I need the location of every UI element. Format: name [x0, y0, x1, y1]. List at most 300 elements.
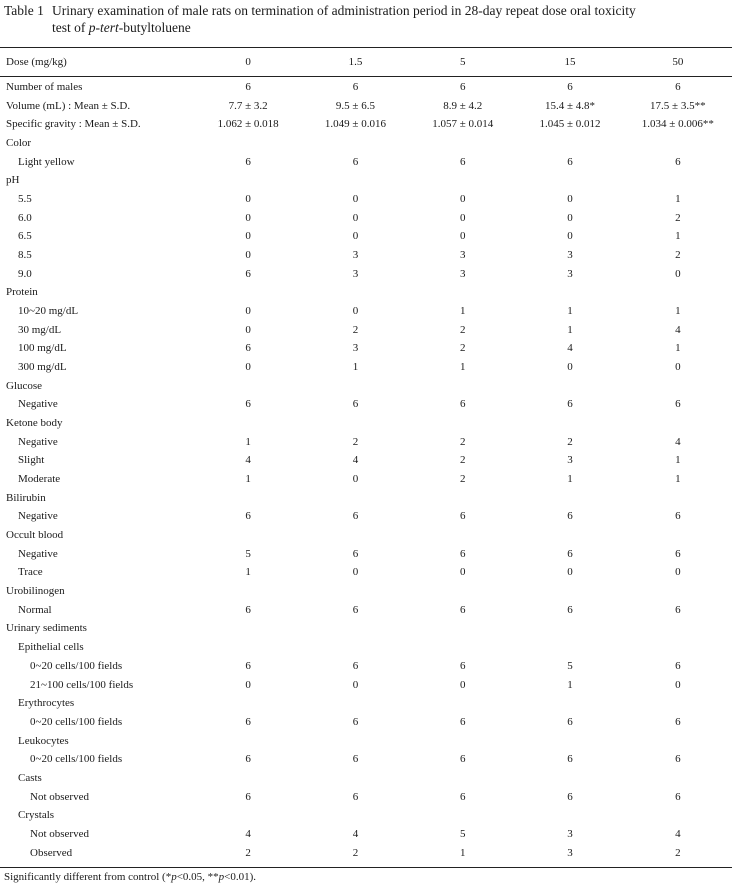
- cell-dose-3: 5: [567, 659, 573, 672]
- cell-dose-2: 0: [459, 211, 466, 224]
- cell-dose-2: 8.9 ± 4.2: [443, 99, 483, 112]
- cell-dose-4: 6: [675, 510, 681, 523]
- table-row: [0, 545, 732, 564]
- cell-dose-4: 1: [675, 454, 681, 467]
- table-row: [0, 844, 732, 863]
- cell-dose-0: [195, 283, 302, 302]
- cell-dose-3: [516, 283, 623, 302]
- cell-dose-0: [195, 414, 302, 433]
- cell-dose-0: 1: [245, 473, 251, 486]
- cell-dose-4: 0: [675, 566, 681, 579]
- table-row: [0, 601, 732, 620]
- row-label: 6.5: [18, 230, 32, 243]
- cell-dose-3: 6: [567, 398, 573, 411]
- cell-dose-2: [409, 526, 516, 545]
- cell-dose-2: [409, 283, 516, 302]
- cell-dose-2: 6: [459, 603, 466, 616]
- cell-dose-2: 0: [459, 566, 466, 579]
- table-row: [0, 227, 732, 246]
- cell-dose-1: [302, 171, 409, 190]
- cell-dose-1: 6: [352, 753, 359, 766]
- cell-dose-0: 0: [245, 230, 251, 243]
- cell-dose-4: 1: [675, 230, 681, 243]
- cell-dose-3: 15.4 ± 4.8*: [544, 99, 596, 112]
- cell-dose-4: 6: [675, 155, 681, 168]
- cell-dose-0: 0: [245, 211, 251, 224]
- table-row: [0, 526, 732, 545]
- cell-dose-1: [302, 582, 409, 601]
- cell-dose-0: 2: [245, 846, 251, 859]
- caption-text: Urinary examination of male rats on termination of administration period in 28-day repeat dose oral toxicity: [52, 3, 636, 18]
- row-label: Occult blood: [6, 529, 64, 542]
- cell-dose-2: [409, 732, 516, 751]
- row-label: Moderate: [18, 473, 61, 486]
- dose-header-4: 50: [672, 56, 684, 68]
- table-row: [0, 321, 732, 340]
- cell-dose-3: 4: [567, 342, 573, 355]
- cell-dose-4: 1.034 ± 0.006**: [641, 118, 714, 131]
- cell-dose-0: [195, 171, 302, 190]
- cell-dose-4: 2: [675, 249, 681, 262]
- cell-dose-2: [409, 134, 516, 153]
- cell-dose-3: [516, 619, 623, 638]
- cell-dose-4: [624, 769, 732, 788]
- cell-dose-4: 6: [675, 81, 681, 93]
- top-rule: [0, 47, 732, 48]
- cell-dose-2: 6: [459, 81, 466, 93]
- table-row: [0, 563, 732, 582]
- cell-dose-4: [624, 732, 732, 751]
- table-row: [0, 153, 732, 172]
- cell-dose-3: 6: [567, 81, 573, 93]
- cell-dose-4: 0: [675, 361, 681, 374]
- row-label: 9.0: [18, 267, 32, 280]
- cell-dose-1: [302, 134, 409, 153]
- cell-dose-1: [302, 526, 409, 545]
- table-row: [0, 433, 732, 452]
- table-row: [0, 489, 732, 508]
- row-label: Number of males: [6, 81, 83, 93]
- cell-dose-1: 6: [352, 547, 359, 560]
- cell-dose-3: 3: [567, 267, 573, 280]
- cell-dose-4: [624, 638, 732, 657]
- table-row: [0, 788, 732, 807]
- cell-dose-4: [624, 526, 732, 545]
- table-row: [0, 750, 732, 769]
- cell-dose-3: 1: [567, 323, 573, 336]
- cell-dose-0: 4: [245, 454, 251, 467]
- cell-dose-0: [195, 769, 302, 788]
- table-row: [0, 97, 732, 116]
- cell-dose-0: [195, 619, 302, 638]
- cell-dose-1: 0: [352, 678, 359, 691]
- row-label: Protein: [6, 286, 38, 299]
- row-label: Slight: [18, 454, 45, 467]
- cell-dose-1: [302, 283, 409, 302]
- cell-dose-0: [195, 134, 302, 153]
- row-label: Color: [6, 137, 32, 150]
- table-row: [0, 190, 732, 209]
- cell-dose-0: 1: [245, 435, 251, 448]
- cell-dose-2: 0: [459, 678, 466, 691]
- cell-dose-2: 6: [459, 510, 466, 523]
- row-label: 10~20 mg/dL: [18, 305, 79, 318]
- cell-dose-3: [516, 377, 623, 396]
- footnote-prefix: Significantly different from control (*: [4, 871, 172, 883]
- cell-dose-4: [624, 619, 732, 638]
- table-row: [0, 414, 732, 433]
- cell-dose-3: [516, 769, 623, 788]
- cell-dose-3: 0: [567, 230, 573, 243]
- cell-dose-3: 6: [567, 753, 573, 766]
- cell-dose-2: 1: [459, 846, 466, 859]
- cell-dose-3: 3: [567, 827, 573, 840]
- cell-dose-3: 3: [567, 249, 573, 262]
- cell-dose-4: 0: [675, 678, 681, 691]
- dose-header-1: 1.5: [348, 56, 363, 68]
- table-caption: [4, 2, 728, 36]
- cell-dose-1: 2: [352, 323, 359, 336]
- cell-dose-4: 6: [675, 659, 681, 672]
- row-label: 0~20 cells/100 fields: [30, 659, 123, 672]
- cell-dose-1: [302, 489, 409, 508]
- cell-dose-4: [624, 283, 732, 302]
- caption-line-2: [4, 19, 728, 36]
- cell-dose-1: 6: [352, 155, 359, 168]
- header-row: [0, 52, 732, 72]
- cell-dose-0: 6: [245, 790, 251, 803]
- row-label: 0~20 cells/100 fields: [30, 753, 123, 766]
- cell-dose-4: [624, 134, 732, 153]
- cell-dose-1: 2: [352, 846, 359, 859]
- cell-dose-1: 6: [352, 510, 359, 523]
- cell-dose-0: 6: [245, 603, 251, 616]
- cell-dose-1: [302, 377, 409, 396]
- table-row: [0, 694, 732, 713]
- cell-dose-1: 6: [352, 398, 359, 411]
- dose-header-0: 0: [245, 56, 251, 68]
- cell-dose-1: 6: [352, 603, 359, 616]
- cell-dose-1: 4: [352, 454, 359, 467]
- cell-dose-0: 0: [245, 193, 251, 206]
- cell-dose-0: [195, 732, 302, 751]
- cell-dose-3: 0: [567, 566, 573, 579]
- cell-dose-0: 4: [245, 827, 251, 840]
- cell-dose-4: 6: [675, 547, 681, 560]
- row-label: Negative: [18, 398, 58, 411]
- row-label: pH: [6, 174, 20, 187]
- cell-dose-3: 2: [567, 435, 573, 448]
- row-label: Observed: [30, 846, 73, 859]
- cell-dose-0: [195, 489, 302, 508]
- cell-dose-2: [409, 489, 516, 508]
- cell-dose-0: [195, 582, 302, 601]
- cell-dose-3: 3: [567, 846, 573, 859]
- cell-dose-4: 6: [675, 715, 681, 728]
- cell-dose-3: 1: [567, 473, 573, 486]
- cell-dose-1: 3: [352, 342, 359, 355]
- cell-dose-2: [409, 171, 516, 190]
- cell-dose-4: 4: [675, 435, 681, 448]
- cell-dose-1: 0: [352, 473, 359, 486]
- cell-dose-0: 6: [245, 510, 251, 523]
- cell-dose-0: [195, 526, 302, 545]
- cell-dose-2: 1: [459, 361, 466, 374]
- cell-dose-4: 1: [675, 193, 681, 206]
- row-label: Negative: [18, 510, 58, 523]
- cell-dose-4: 6: [675, 398, 681, 411]
- cell-dose-1: 0: [352, 305, 359, 318]
- cell-dose-3: 6: [567, 547, 573, 560]
- table-row: [0, 470, 732, 489]
- cell-dose-0: 0: [245, 678, 251, 691]
- cell-dose-2: [409, 694, 516, 713]
- cell-dose-1: 3: [352, 267, 359, 280]
- cell-dose-3: 0: [567, 193, 573, 206]
- table-row: [0, 209, 732, 228]
- cell-dose-4: 4: [675, 827, 681, 840]
- cell-dose-4: 1: [675, 342, 681, 355]
- row-label: 100 mg/dL: [18, 342, 67, 355]
- cell-dose-2: 2: [459, 473, 466, 486]
- row-label: Leukocytes: [18, 734, 69, 747]
- bottom-rule: [0, 867, 732, 868]
- cell-dose-1: [302, 414, 409, 433]
- cell-dose-4: 4: [675, 323, 681, 336]
- cell-dose-1: [302, 769, 409, 788]
- cell-dose-0: 1: [245, 566, 251, 579]
- cell-dose-4: [624, 489, 732, 508]
- cell-dose-4: 6: [675, 790, 681, 803]
- table-row: [0, 265, 732, 284]
- cell-dose-4: 2: [675, 211, 681, 224]
- cell-dose-1: 0: [352, 566, 359, 579]
- cell-dose-4: 1: [675, 305, 681, 318]
- row-label: Bilirubin: [6, 491, 46, 504]
- cell-dose-0: 0: [245, 249, 251, 262]
- cell-dose-4: 6: [675, 753, 681, 766]
- cell-dose-3: [516, 489, 623, 508]
- row-label: Normal: [18, 603, 52, 616]
- cell-dose-3: [516, 582, 623, 601]
- cell-dose-1: 0: [352, 211, 359, 224]
- cell-dose-2: 6: [459, 659, 466, 672]
- cell-dose-4: 17.5 ± 3.5**: [650, 99, 706, 112]
- row-label: 30 mg/dL: [18, 323, 62, 336]
- table-row: [0, 582, 732, 601]
- table-row: [0, 283, 732, 302]
- footnote-p2: p: [218, 871, 225, 883]
- cell-dose-2: 6: [459, 715, 466, 728]
- cell-dose-2: [409, 414, 516, 433]
- cell-dose-0: 0: [245, 361, 251, 374]
- footnote: [4, 869, 256, 885]
- footnote-p1: p: [171, 871, 177, 883]
- cell-dose-2: 6: [459, 547, 466, 560]
- cell-dose-4: [624, 582, 732, 601]
- cell-dose-2: 6: [459, 753, 466, 766]
- cell-dose-0: 6: [245, 659, 251, 672]
- cell-dose-3: 0: [567, 361, 573, 374]
- row-label: Negative: [18, 435, 58, 448]
- cell-dose-3: [516, 526, 623, 545]
- table-row: [0, 732, 732, 751]
- cell-dose-2: 6: [459, 790, 466, 803]
- cell-dose-0: 7.7 ± 3.2: [228, 99, 268, 112]
- caption-line-1: [4, 2, 728, 19]
- cell-dose-4: 2: [675, 846, 681, 859]
- dose-header-2: 5: [459, 56, 466, 68]
- row-label: 21~100 cells/100 fields: [30, 678, 134, 691]
- cell-dose-3: [516, 694, 623, 713]
- cell-dose-1: 1: [352, 361, 359, 374]
- row-label: Crystals: [18, 809, 55, 822]
- cell-dose-0: 0: [245, 323, 251, 336]
- table-row: [0, 657, 732, 676]
- cell-dose-2: [409, 582, 516, 601]
- cell-dose-3: 3: [567, 454, 573, 467]
- cell-dose-2: [409, 638, 516, 657]
- cell-dose-0: [195, 694, 302, 713]
- cell-dose-4: [624, 377, 732, 396]
- cell-dose-4: [624, 414, 732, 433]
- caption-text-continued: test of: [52, 20, 89, 35]
- cell-dose-3: 6: [567, 510, 573, 523]
- table-row: [0, 246, 732, 265]
- cell-dose-3: 0: [567, 211, 573, 224]
- cell-dose-3: 6: [567, 715, 573, 728]
- table-row: [0, 134, 732, 153]
- caption-text-end: -butyltoluene: [118, 20, 191, 35]
- row-label: Specific gravity : Mean ± S.D.: [6, 118, 141, 131]
- table-row: [0, 358, 732, 377]
- urinary-examination-table: [0, 52, 732, 862]
- cell-dose-2: [409, 806, 516, 825]
- cell-dose-3: 6: [567, 155, 573, 168]
- cell-dose-2: 3: [459, 267, 466, 280]
- row-label: 8.5: [18, 249, 32, 262]
- cell-dose-1: 6: [352, 790, 359, 803]
- cell-dose-3: 6: [567, 790, 573, 803]
- row-label: Glucose: [6, 379, 43, 392]
- table-row: [0, 713, 732, 732]
- row-label: Volume (mL) : Mean ± S.D.: [6, 99, 131, 112]
- row-label: Casts: [18, 771, 42, 784]
- table-row: [0, 507, 732, 526]
- cell-dose-2: [409, 619, 516, 638]
- cell-dose-3: [516, 134, 623, 153]
- table-row: [0, 619, 732, 638]
- cell-dose-1: [302, 619, 409, 638]
- cell-dose-1: 6: [352, 81, 359, 93]
- cell-dose-1: 0: [352, 230, 359, 243]
- cell-dose-0: 5: [245, 547, 251, 560]
- row-label: Negative: [18, 547, 58, 560]
- cell-dose-2: 6: [459, 155, 466, 168]
- cell-dose-0: 1.062 ± 0.018: [217, 118, 279, 131]
- cell-dose-2: [409, 377, 516, 396]
- table-row: [0, 395, 732, 414]
- cell-dose-2: 2: [459, 454, 466, 467]
- cell-dose-2: 2: [459, 323, 466, 336]
- cell-dose-2: [409, 769, 516, 788]
- cell-dose-4: [624, 806, 732, 825]
- row-label: 300 mg/dL: [18, 361, 67, 374]
- row-label: Light yellow: [18, 155, 75, 168]
- cell-dose-3: [516, 171, 623, 190]
- row-label: Epithelial cells: [18, 641, 84, 654]
- table-row: [0, 676, 732, 695]
- cell-dose-1: [302, 694, 409, 713]
- table-row: [0, 825, 732, 844]
- cell-dose-3: [516, 806, 623, 825]
- cell-dose-0: [195, 377, 302, 396]
- cell-dose-3: [516, 638, 623, 657]
- cell-dose-2: 0: [459, 230, 466, 243]
- cell-dose-1: 9.5 ± 6.5: [335, 99, 375, 112]
- row-label: Urinary sediments: [6, 622, 87, 635]
- dose-header-label: Dose (mg/kg): [6, 56, 67, 68]
- row-label: Erythrocytes: [18, 697, 75, 710]
- cell-dose-1: 6: [352, 659, 359, 672]
- cell-dose-3: 1: [567, 678, 573, 691]
- row-label: 6.0: [18, 211, 32, 224]
- cell-dose-3: 6: [567, 603, 573, 616]
- cell-dose-2: 1.057 ± 0.014: [432, 118, 494, 131]
- table-row: [0, 451, 732, 470]
- cell-dose-1: [302, 732, 409, 751]
- row-label: Trace: [18, 566, 43, 579]
- cell-dose-0: 6: [245, 715, 251, 728]
- row-label: Not observed: [30, 790, 89, 803]
- table-row: [0, 171, 732, 190]
- cell-dose-2: 3: [459, 249, 466, 262]
- table-row: [0, 806, 732, 825]
- cell-dose-1: 3: [352, 249, 359, 262]
- cell-dose-0: [195, 638, 302, 657]
- row-label: 5.5: [18, 193, 32, 206]
- cell-dose-3: [516, 732, 623, 751]
- cell-dose-4: [624, 694, 732, 713]
- table-row: [0, 377, 732, 396]
- cell-dose-2: 1: [459, 305, 466, 318]
- cell-dose-0: 6: [245, 267, 251, 280]
- cell-dose-2: 2: [459, 342, 466, 355]
- cell-dose-4: 6: [675, 603, 681, 616]
- cell-dose-1: [302, 806, 409, 825]
- cell-dose-0: 6: [245, 155, 251, 168]
- footnote-mid: <0.05, **: [176, 871, 219, 883]
- cell-dose-4: [624, 171, 732, 190]
- cell-dose-1: 1.049 ± 0.016: [324, 118, 386, 131]
- cell-dose-2: 5: [459, 827, 466, 840]
- table-row: [0, 78, 732, 97]
- cell-dose-3: 1: [567, 305, 573, 318]
- cell-dose-0: 6: [245, 81, 251, 93]
- cell-dose-1: 2: [352, 435, 359, 448]
- footnote-suffix: <0.01).: [224, 871, 257, 883]
- cell-dose-1: 6: [352, 715, 359, 728]
- cell-dose-2: 2: [459, 435, 466, 448]
- row-label: Urobilinogen: [6, 585, 65, 598]
- cell-dose-4: 0: [675, 267, 681, 280]
- row-label: Not observed: [30, 827, 89, 840]
- table-row: [0, 769, 732, 788]
- cell-dose-1: 0: [352, 193, 359, 206]
- caption-italic-term: p-tert: [88, 20, 119, 35]
- cell-dose-0: 6: [245, 753, 251, 766]
- cell-dose-0: 6: [245, 342, 251, 355]
